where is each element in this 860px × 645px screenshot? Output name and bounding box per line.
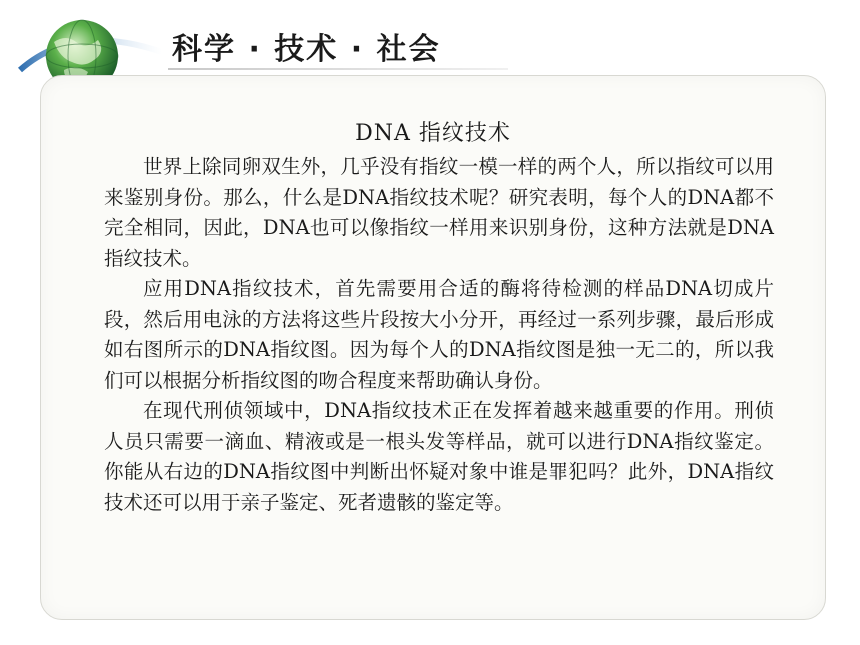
section-header-title: 科学 · 技术 · 社会 — [172, 32, 441, 67]
header-divider — [168, 68, 508, 70]
article-title: DNA 指纹技术 — [355, 121, 511, 146]
paragraph-3: 在现代刑侦领域中，DNA指纹技术正在发挥着越来越重要的作用。刑侦人员只需要一滴血、精液或是一根头发等样品，就可以进行DNA指纹鉴定。你能从右边的DNA指纹图中判断出怀疑对象中谁是罪犯吗？此外，DNA指纹技术还可以用于亲子鉴定、死者遗骸的鉴定等。 — [104, 399, 774, 514]
article-body — [104, 152, 774, 518]
paragraph-1: 世界上除同卵双生外，几乎没有指纹一模一样的两个人，所以指纹可以用来鉴别身份。那么，什么是DNA指纹技术呢？研究表明，每个人的DNA都不完全相同，因此，DNA也可以像指纹一样用来识别身份，这种方法就是DNA指纹技术。 — [104, 155, 774, 270]
paragraph-2: 应用DNA指纹技术，首先需要用合适的酶将待检测的样品DNA切成片段，然后用电泳的方法将这些片段按大小分开，再经过一系列步骤，最后形成如右图所示的DNA指纹图。因为每个人的DNA指纹图是独一无二的，所以我们可以根据分析指纹图的吻合程度来帮助确认身份。 — [104, 277, 774, 392]
